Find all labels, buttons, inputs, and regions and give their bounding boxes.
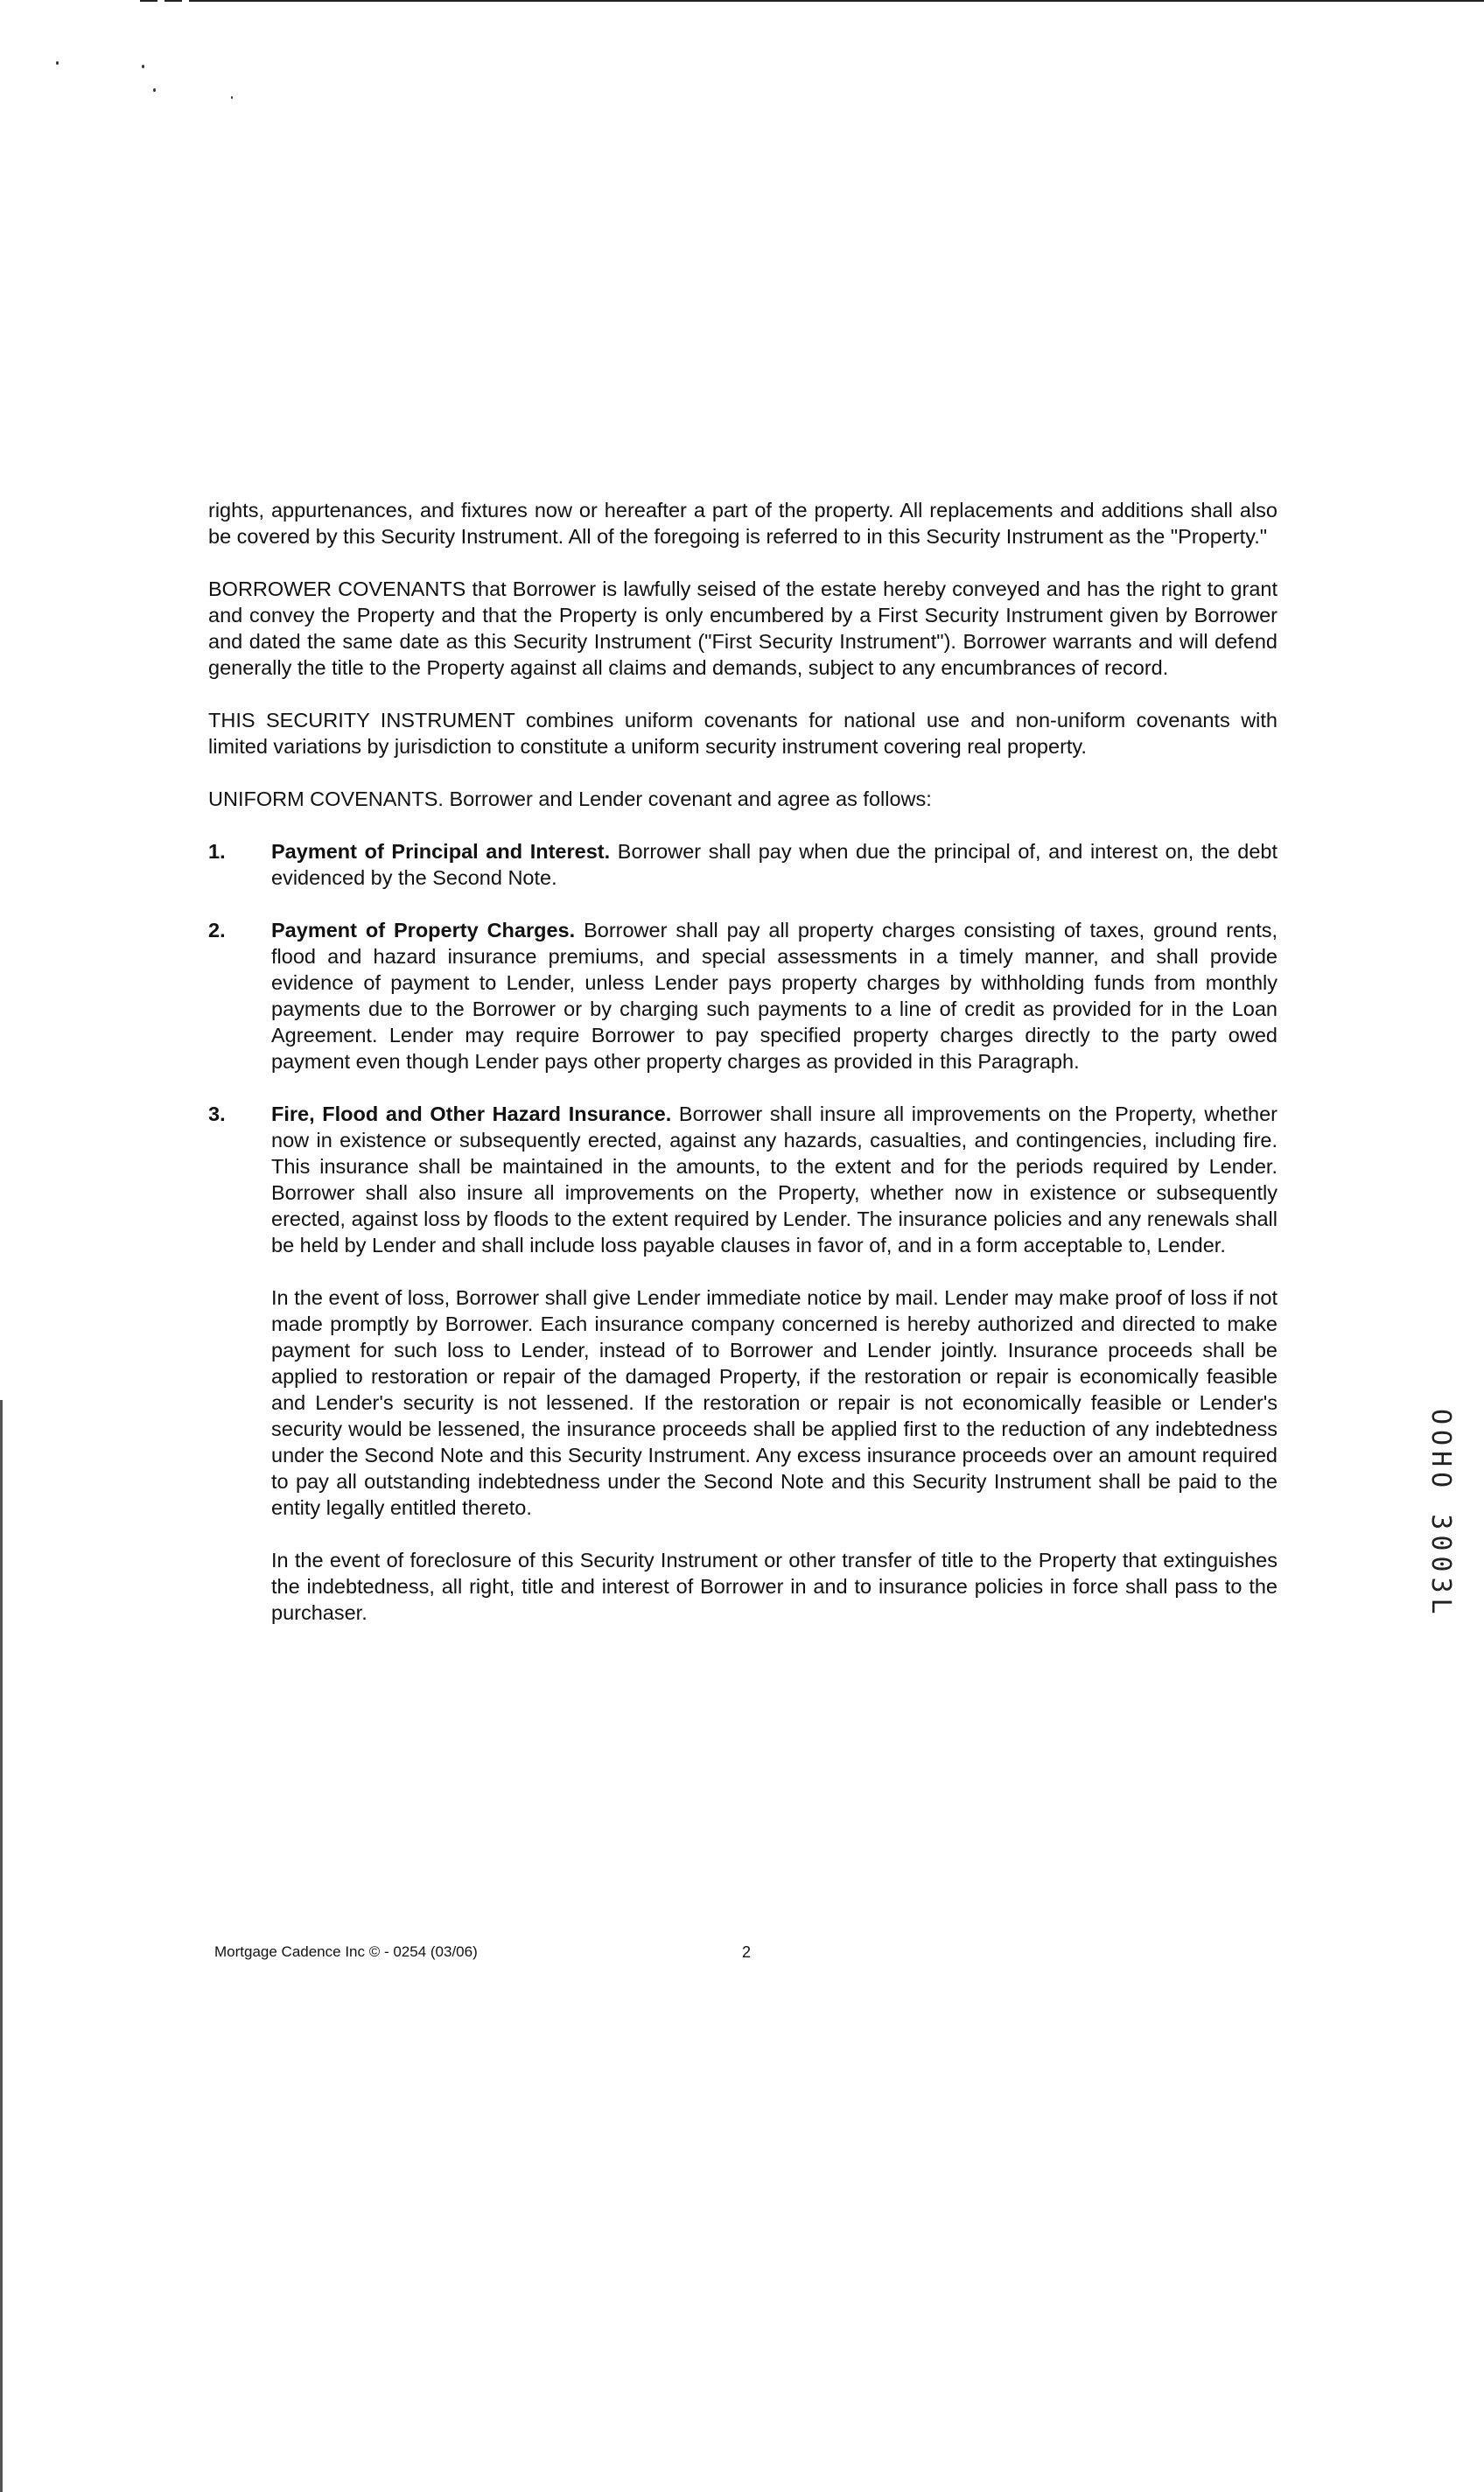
covenant-text: Borrower shall insure all improvements on the Property, whether now in existence or subsequently erected, against any hazards, casualties, and contingencies, including fire. This insurance shall be maintained in the amounts, to the extent and for the periods required by Lender. Borrower shall also insure all improvements on the Property, whether now in existence or subsequently erected, against loss by floods to the extent required by Lender. The insurance policies and any renewals shall be held by Lender and shall include loss payable clauses in favor of, and in a form acceptable to, Lender. — [271, 1102, 1278, 1256]
covenant-1 — [208, 838, 1278, 891]
covenant-text: Borrower shall pay all property charges consisting of taxes, ground rents, flood and hazard insurance premiums, and special assessments in a timely manner, and shall provide evidence of payment to Lender, unless Lender pays property charges by withholding funds from monthly payments due to the Borrower or by charging such payments to a line of credit as provided for in the Loan Agreement. Lender may require Borrower to pay specified property charges directly to the party owed payment even though Lender pays other property charges as provided in this Paragraph. — [271, 919, 1278, 1073]
covenant-number: 1. — [208, 840, 226, 863]
recording-stamp-text: OOHO 3003L — [1425, 1409, 1456, 1620]
scan-mark — [140, 0, 158, 2]
scan-speck — [153, 88, 156, 92]
scan-speck — [56, 61, 59, 65]
covenant-title: Payment of Property Charges. — [271, 919, 576, 942]
scan-top-rule — [189, 0, 1484, 2]
scan-mark — [164, 0, 182, 2]
covenant-3 — [208, 1101, 1278, 1258]
document-body — [208, 497, 1278, 1652]
paragraph-security-instrument: THIS SECURITY INSTRUMENT combines uniform covenants for national use and non-uniform covenants with limited variations by jurisdiction to constitute a uniform security instrument covering real property. — [208, 709, 1278, 758]
scan-speck — [142, 65, 144, 68]
covenant-3-loss-paragraph: In the event of loss, Borrower shall give Lender immediate notice by mail. Lender may make proof of loss if not made promptly by Borrower. Each insurance company concerned is hereby authorized and directed to make payment for such loss to Lender, instead of to Borrower and Lender jointly. Insurance proceeds shall be applied to restoration or repair of the damaged Property, if the restoration or repair is economically feasible and Lender's security is not lessened. If the restoration or repair is not economically feasible or Lender's security would be lessened, the insurance proceeds shall be applied first to the reduction of any indebtedness under the Second Note and this Security Instrument. Any excess insurance proceeds over an amount required to pay all outstanding indebtedness under the Second Note and this Security Instrument shall be paid to the entity legally entitled thereto. — [271, 1286, 1278, 1519]
covenant-text: Borrower shall pay when due the principal of, and interest on, the debt evidenced by the Second Note. — [271, 840, 1278, 889]
scan-speck — [231, 96, 233, 99]
recording-stamp — [1426, 1409, 1461, 1654]
footer-form-id: Mortgage Cadence Inc © - 0254 (03/06) — [214, 1943, 478, 1960]
covenant-number: 2. — [208, 919, 226, 942]
paragraph-borrower-covenants: BORROWER COVENANTS that Borrower is lawfully seised of the estate hereby conveyed and has the right to grant and convey the Property and that the Property is only encumbered by a First Security Instrument given by Borrower and dated the same date as this Security Instrument ("First Security Instrument"). Borrower warrants and will defend generally the title to the Property against all claims and demands, subject to any encumbrances of record. — [208, 578, 1278, 679]
paragraph-property-definition: rights, appurtenances, and fixtures now or hereafter a part of the property. All replacements and additions shall also be covered by this Security Instrument. All of the foregoing is referred to in this Security Instrument as the "Property." — [208, 499, 1278, 548]
covenant-2 — [208, 917, 1278, 1074]
covenant-title: Fire, Flood and Other Hazard Insurance. — [271, 1102, 672, 1125]
covenant-3-foreclosure-paragraph: In the event of foreclosure of this Security Instrument or other transfer of title to the Property that extinguishes the indebtedness, all right, title and interest of Borrower in and to insurance policies in force shall pass to the purchaser. — [271, 1549, 1278, 1624]
covenant-number: 3. — [208, 1102, 226, 1125]
scan-left-edge — [0, 1400, 3, 2492]
covenant-title: Payment of Principal and Interest. — [271, 840, 611, 863]
footer-page-number: 2 — [742, 1943, 752, 1961]
paragraph-uniform-covenants: UNIFORM COVENANTS. Borrower and Lender covenant and agree as follows: — [208, 788, 932, 810]
